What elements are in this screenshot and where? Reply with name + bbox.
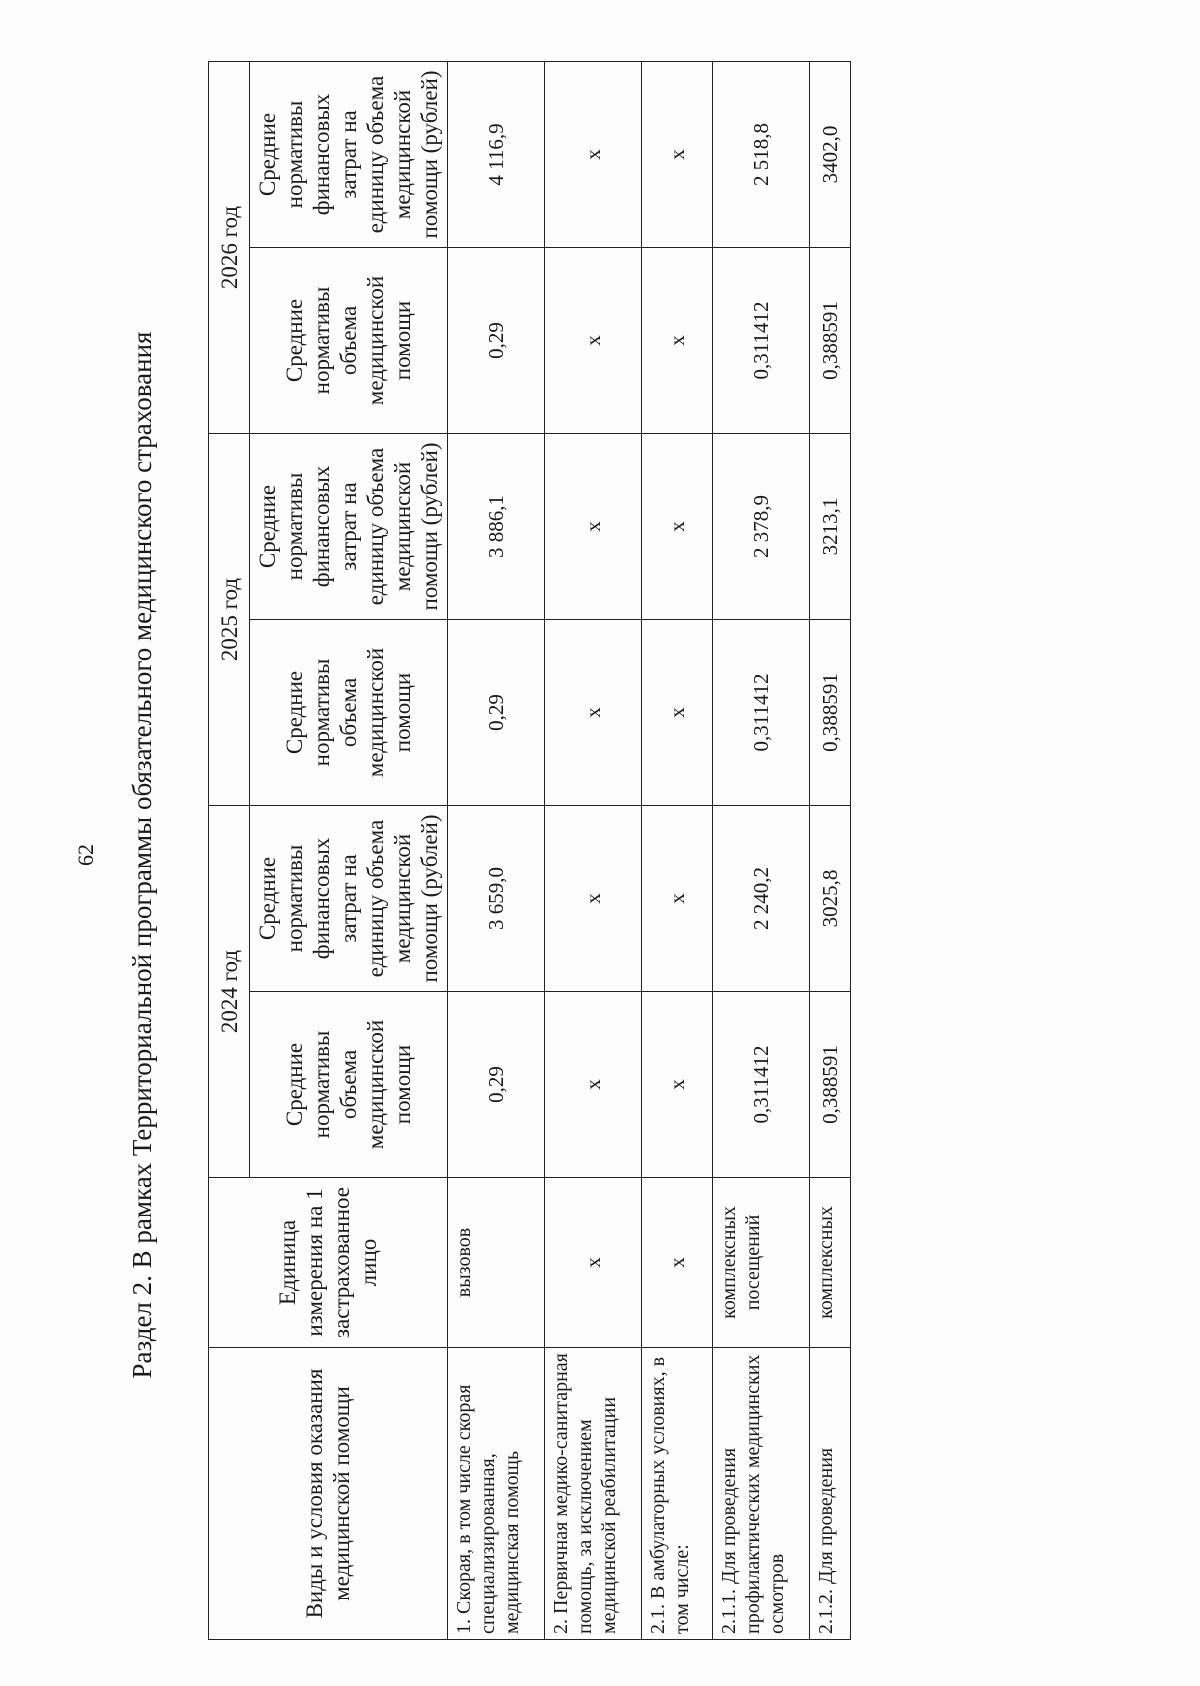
cell-cost-2025: х [642,434,713,620]
header-volume-2025: Средние нормативы объема медицинской помощи [250,620,448,806]
cell-volume-2026: х [545,248,642,434]
row-kind: 2.1. В амбулаторных условиях, в том числе: [642,1348,713,1640]
cell-cost-2025: 2 378,9 [713,434,810,620]
cell-volume-2024: х [545,992,642,1178]
cell-cost-2024: х [642,806,713,992]
cell-volume-2024: 0,29 [448,992,545,1178]
cell-volume-2025: 0,311412 [713,620,810,806]
header-cost-2025: Средние нормативы финансовых затрат на единицу объема медицинской помощи (рублей) [250,434,448,620]
rotated-content [75,50,1115,1660]
cell-volume-2024: 0,311412 [713,992,810,1178]
header-year-2024: 2024 год [209,806,250,1178]
cell-volume-2026: 0,29 [448,248,545,434]
row-kind: 1. Скорая, в том числе скорая специализированная, медицинская помощь [448,1348,545,1640]
cell-volume-2025: х [545,620,642,806]
header-year-2026: 2026 год [209,62,250,434]
row-unit: комплексных [810,1178,851,1348]
header-year-2025: 2025 год [209,434,250,806]
header-row-years [209,62,250,1640]
cell-cost-2026: 3402,0 [810,62,851,248]
cell-volume-2025: 0,388591 [810,620,851,806]
table-row [448,62,545,1640]
cell-volume-2024: х [642,992,713,1178]
header-cost-2024: Средние нормативы финансовых затрат на единицу объема медицинской помощи (рублей) [250,806,448,992]
table-row [545,62,642,1640]
table-row [810,62,851,1640]
row-kind: 2.1.1. Для проведения профилактических медицинских осмотров [713,1348,810,1640]
row-unit: х [642,1178,713,1348]
cell-cost-2024: 2 240,2 [713,806,810,992]
row-unit: комплексных посещений [713,1178,810,1348]
cell-volume-2025: 0,29 [448,620,545,806]
cell-volume-2024: 0,388591 [810,992,851,1178]
cell-volume-2026: х [642,248,713,434]
header-cost-2026: Средние нормативы финансовых затрат на единицу объема медицинской помощи (рублей) [250,62,448,248]
cell-cost-2024: х [545,806,642,992]
cell-cost-2025: 3 886,1 [448,434,545,620]
row-kind: 2. Первичная медико-санитарная помощь, за исключением медицинской реабилитации [545,1348,642,1640]
page-number: 62 [73,844,98,866]
cell-volume-2026: 0,311412 [713,248,810,434]
cell-cost-2024: 3025,8 [810,806,851,992]
row-unit: вызовов [448,1178,545,1348]
cell-volume-2026: 0,388591 [810,248,851,434]
cell-cost-2026: х [642,62,713,248]
section-title: Раздел 2. В рамках Территориальной программы обязательного медицинского страхования [127,331,157,1379]
row-kind: 2.1.2. Для проведения [810,1348,851,1640]
cell-cost-2025: х [545,434,642,620]
cell-cost-2024: 3 659,0 [448,806,545,992]
row-unit: х [545,1178,642,1348]
header-volume-2026: Средние нормативы объема медицинской помощи [250,248,448,434]
cell-cost-2026: 2 518,8 [713,62,810,248]
table-row [642,62,713,1640]
cell-volume-2025: х [642,620,713,806]
table-row [713,62,810,1640]
header-volume-2024: Средние нормативы объема медицинской помощи [250,992,448,1178]
header-kind: Виды и условия оказания медицинской помощи [209,1348,448,1640]
norms-table [208,61,851,1640]
cell-cost-2026: х [545,62,642,248]
cell-cost-2025: 3213,1 [810,434,851,620]
header-unit: Единица измерения на 1 застрахованное лицо [209,1178,448,1348]
cell-cost-2026: 4 116,9 [448,62,545,248]
